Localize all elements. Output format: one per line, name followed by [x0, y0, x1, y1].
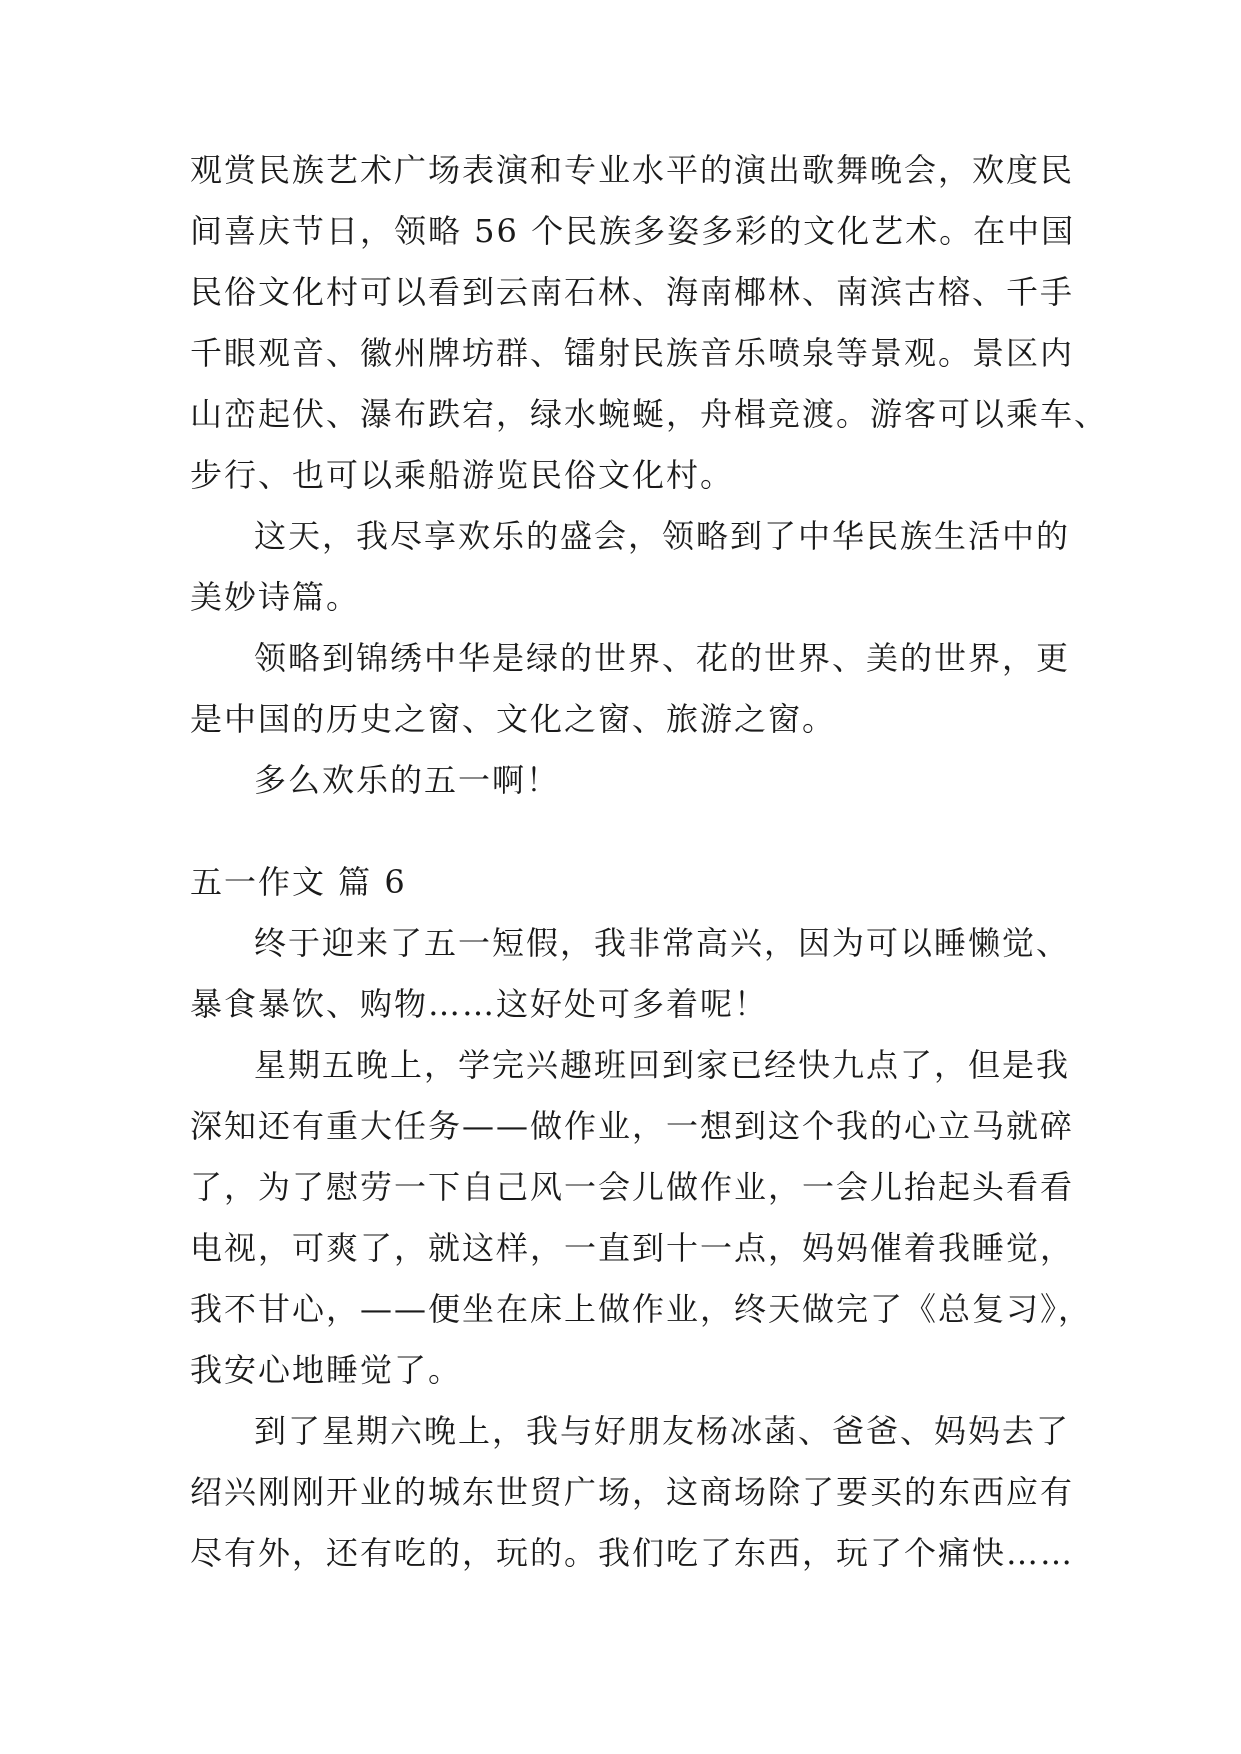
paragraph-line: 民俗文化村可以看到云南石林、海南椰林、南滨古榕、千手: [190, 273, 1075, 311]
paragraph-line: 这天，我尽享欢乐的盛会，领略到了中华民族生活中的: [254, 517, 1071, 555]
paragraph-line: 电视，可爽了，就这样，一直到十一点，妈妈催着我睡觉，: [190, 1229, 1075, 1267]
paragraph-line: 观赏民族艺术广场表演和专业水平的演出歌舞晚会，欢度民: [190, 151, 1075, 189]
paragraph-line: 千眼观音、徽州牌坊群、镭射民族音乐喷泉等景观。景区内: [190, 334, 1075, 372]
paragraph-line: 领略到锦绣中华是绿的世界、花的世界、美的世界，更: [254, 639, 1071, 677]
paragraph-line: 到了星期六晚上，我与好朋友杨冰菡、爸爸、妈妈去了: [254, 1412, 1071, 1450]
paragraph-line: 深知还有重大任务——做作业，一想到这个我的心立马就碎: [190, 1107, 1075, 1145]
paragraph-line: 星期五晚上，学完兴趣班回到家已经快九点了，但是我: [254, 1046, 1071, 1084]
paragraph-line: 了，为了慰劳一下自己风一会儿做作业，一会儿抬起头看看: [190, 1168, 1075, 1206]
paragraph-line: 步行、也可以乘船游览民俗文化村。: [190, 456, 735, 494]
paragraph-line: 绍兴刚刚开业的城东世贸广场，这商场除了要买的东西应有: [190, 1473, 1075, 1511]
paragraph-line: 多么欢乐的五一啊！: [254, 761, 561, 799]
section-heading: 五一作文 篇 6: [190, 863, 407, 901]
paragraph-line: 山峦起伏、瀑布跌宕，绿水蜿蜒，舟楫竞渡。游客可以乘车、: [190, 395, 1109, 433]
paragraph-line: 暴食暴饮、购物……这好处可多着呢！: [190, 985, 769, 1023]
paragraph-line: 美妙诗篇。: [190, 578, 361, 616]
paragraph-line: 是中国的历史之窗、文化之窗、旅游之窗。: [190, 700, 837, 738]
paragraph-line: 终于迎来了五一短假，我非常高兴，因为可以睡懒觉、: [254, 924, 1071, 962]
paragraph-line: 间喜庆节日，领略 56 个民族多姿多彩的文化艺术。在中国: [190, 212, 1076, 250]
paragraph-line: 尽有外，还有吃的，玩的。我们吃了东西，玩了个痛快……: [190, 1534, 1075, 1572]
paragraph-line: 我不甘心，——便坐在床上做作业，终天做完了《总复习》，: [190, 1290, 1093, 1328]
paragraph-line: 我安心地睡觉了。: [190, 1351, 463, 1389]
